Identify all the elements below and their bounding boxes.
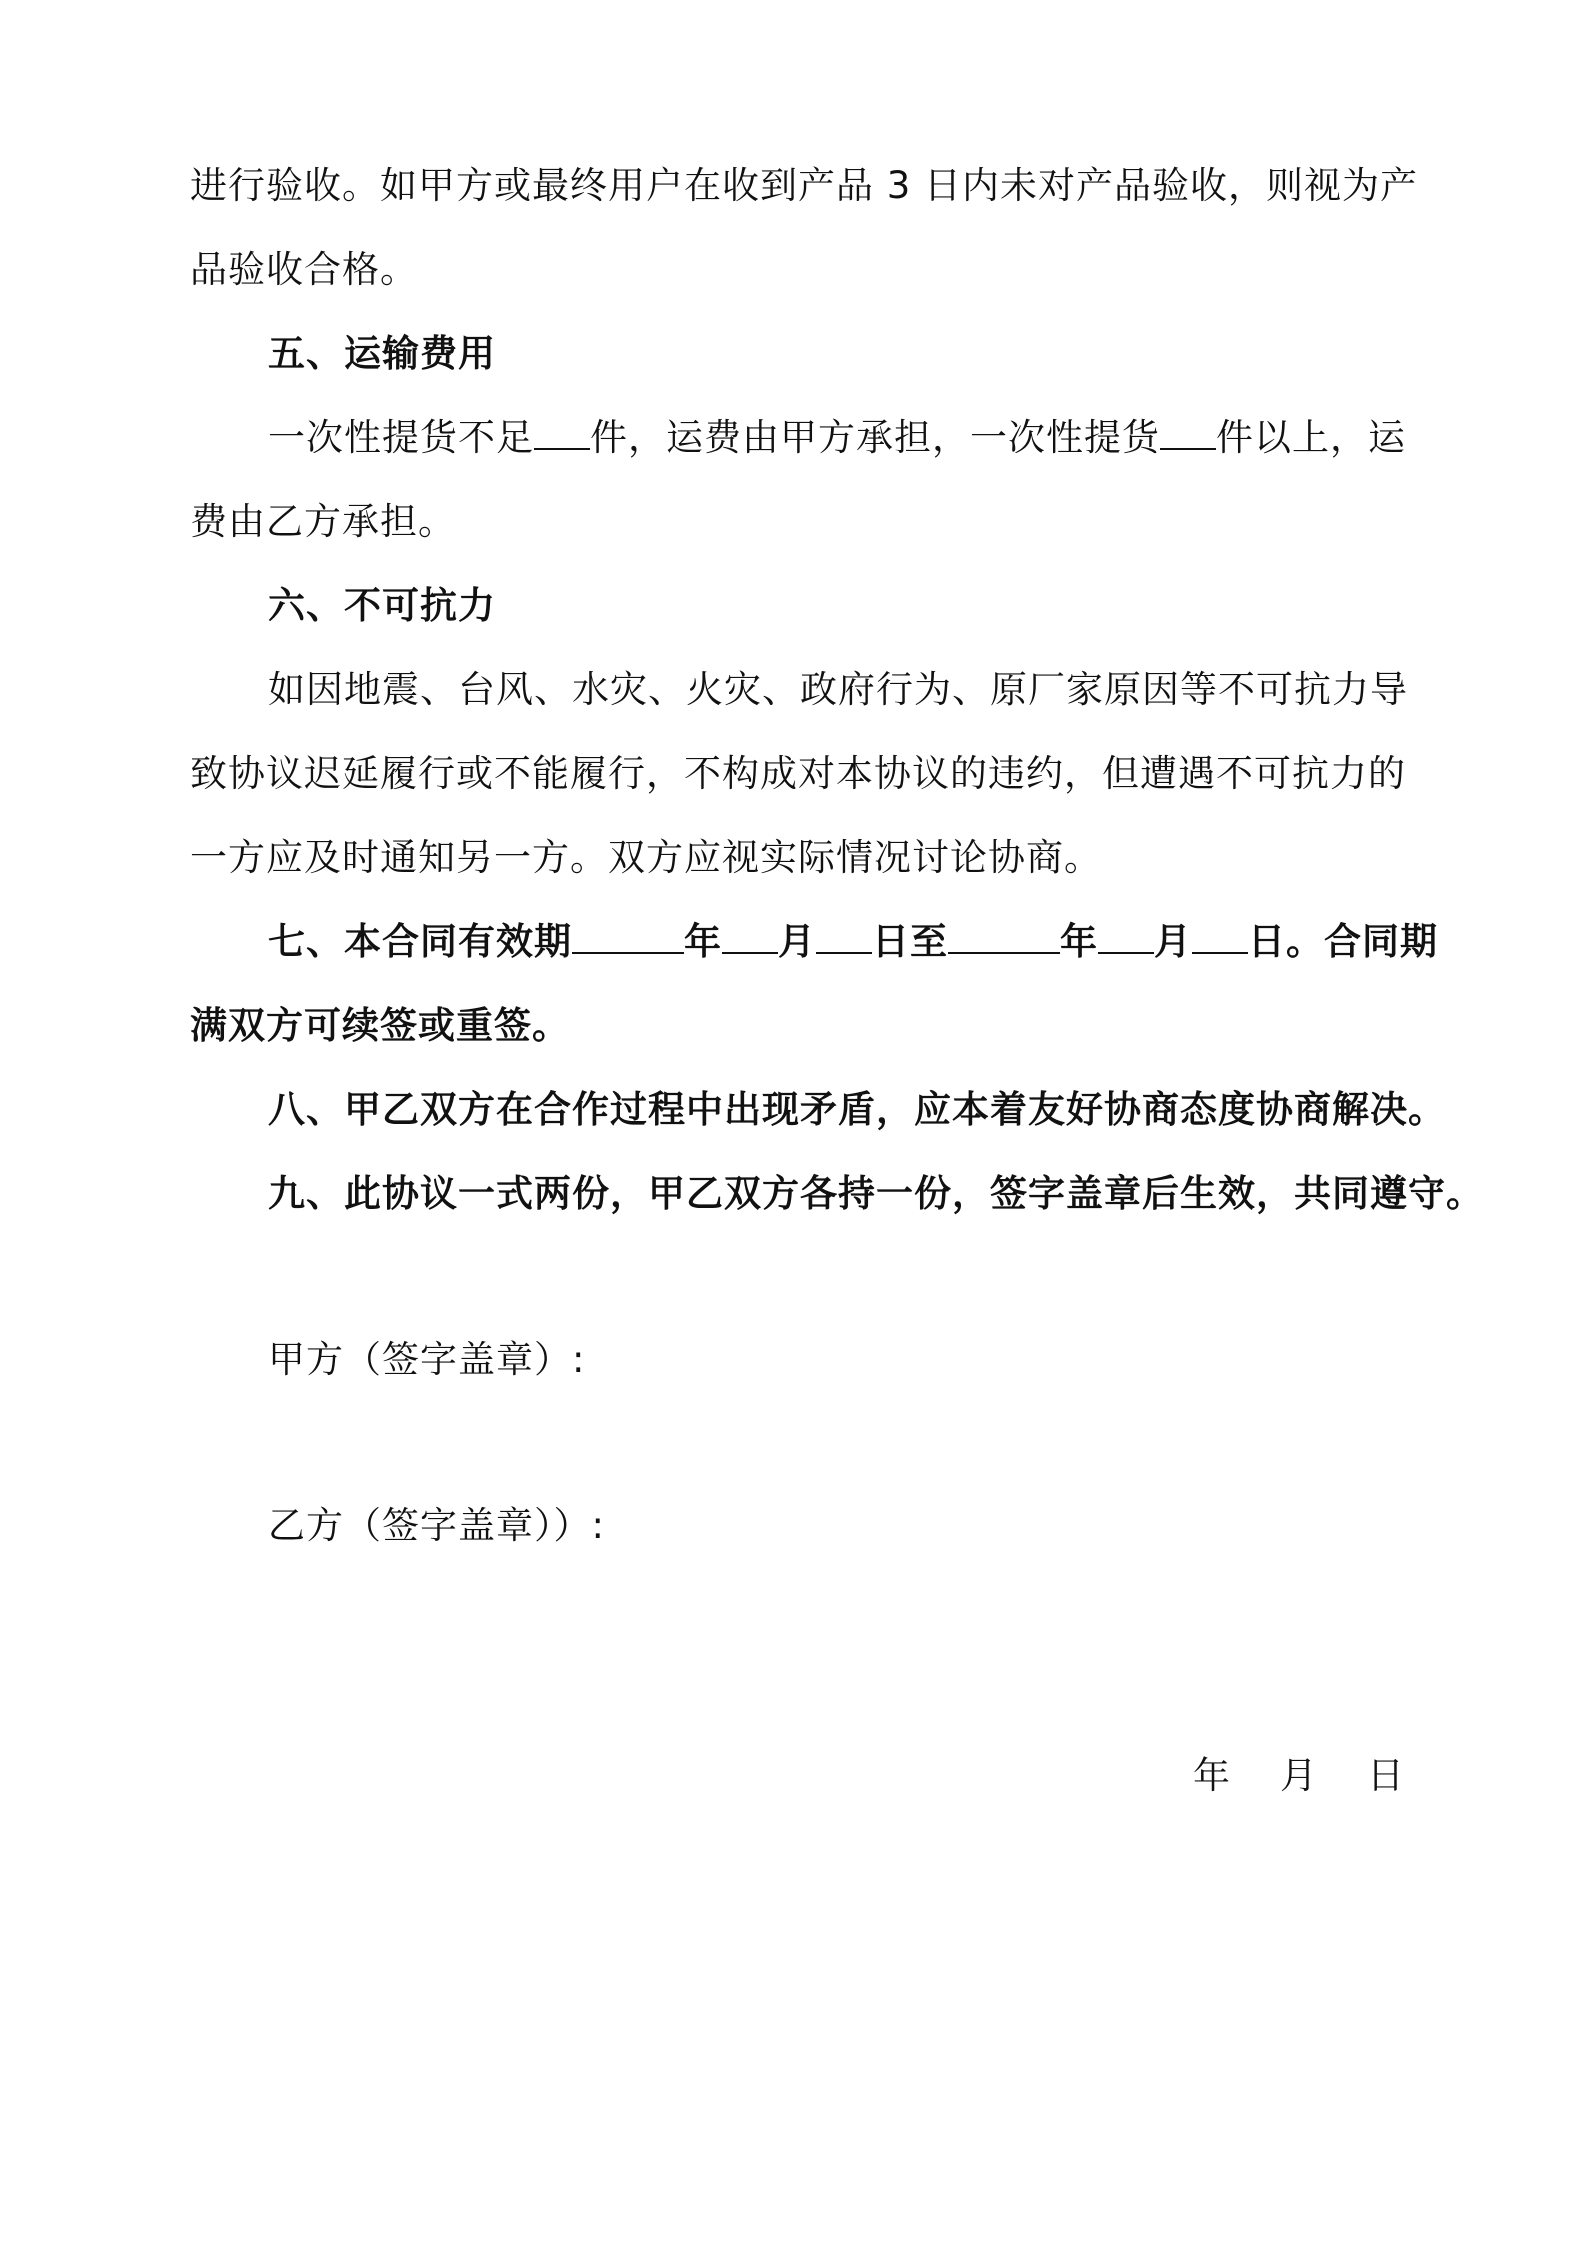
clause-9: 九、此协议一式两份，甲乙双方各持一份，签字盖章后生效，共同遵守。: [268, 1172, 1484, 1215]
date-day: 日: [1367, 1754, 1404, 1797]
clause-5-text-c: 件以上，运: [1216, 416, 1406, 459]
quantity-blank-1: [534, 414, 590, 450]
end-year-blank: [948, 918, 1060, 954]
party-b-signature: 乙方（签字盖章））:: [268, 1504, 605, 1547]
date-month: 月: [1280, 1754, 1317, 1797]
clause-7-line-2: 满双方可续签或重签。: [190, 1004, 570, 1047]
clause-5-title: 五、运输费用: [268, 332, 496, 375]
clause-7-month: 月: [778, 920, 816, 963]
clause-5-text-b: 件，运费由甲方承担，一次性提货: [590, 416, 1160, 459]
clause-5-text-a: 一次性提货不足: [268, 416, 534, 459]
date-year: 年: [1193, 1754, 1230, 1797]
clause-4-line-1: 进行验收。如甲方或最终用户在收到产品 3 日内未对产品验收，则视为产: [190, 164, 1419, 207]
clause-7-line-1: [268, 918, 1438, 966]
start-month-blank: [722, 918, 778, 954]
clause-7-day-end: 日。合同期: [1248, 920, 1438, 963]
end-day-blank: [1192, 918, 1248, 954]
clause-6-line-3: 一方应及时通知另一方。双方应视实际情况讨论协商。: [190, 836, 1102, 879]
party-a-signature: 甲方（签字盖章）:: [268, 1338, 586, 1381]
clause-6-line-2: 致协议迟延履行或不能履行，不构成对本协议的违约，但遭遇不可抗力的: [190, 752, 1406, 795]
end-month-blank: [1098, 918, 1154, 954]
clause-7-year-2: 年: [1060, 920, 1098, 963]
start-day-blank: [816, 918, 872, 954]
quantity-blank-2: [1160, 414, 1216, 450]
clause-7-day-to: 日至: [872, 920, 948, 963]
clause-5-line-1: [268, 414, 1404, 462]
clause-7-month-2: 月: [1154, 920, 1192, 963]
clause-5-line-2: 费由乙方承担。: [190, 500, 456, 543]
clause-7-text-a: 七、本合同有效期: [268, 920, 572, 963]
clause-8: 八、甲乙双方在合作过程中出现矛盾，应本着友好协商态度协商解决。: [268, 1088, 1446, 1131]
clause-6-title: 六、不可抗力: [268, 584, 496, 627]
clause-4-line-2: 品验收合格。: [190, 248, 418, 291]
clause-6-line-1: 如因地震、台风、水灾、火灾、政府行为、原厂家原因等不可抗力导: [268, 668, 1408, 711]
clause-7-year: 年: [684, 920, 722, 963]
start-year-blank: [572, 918, 684, 954]
signing-date: [1193, 1752, 1404, 1800]
